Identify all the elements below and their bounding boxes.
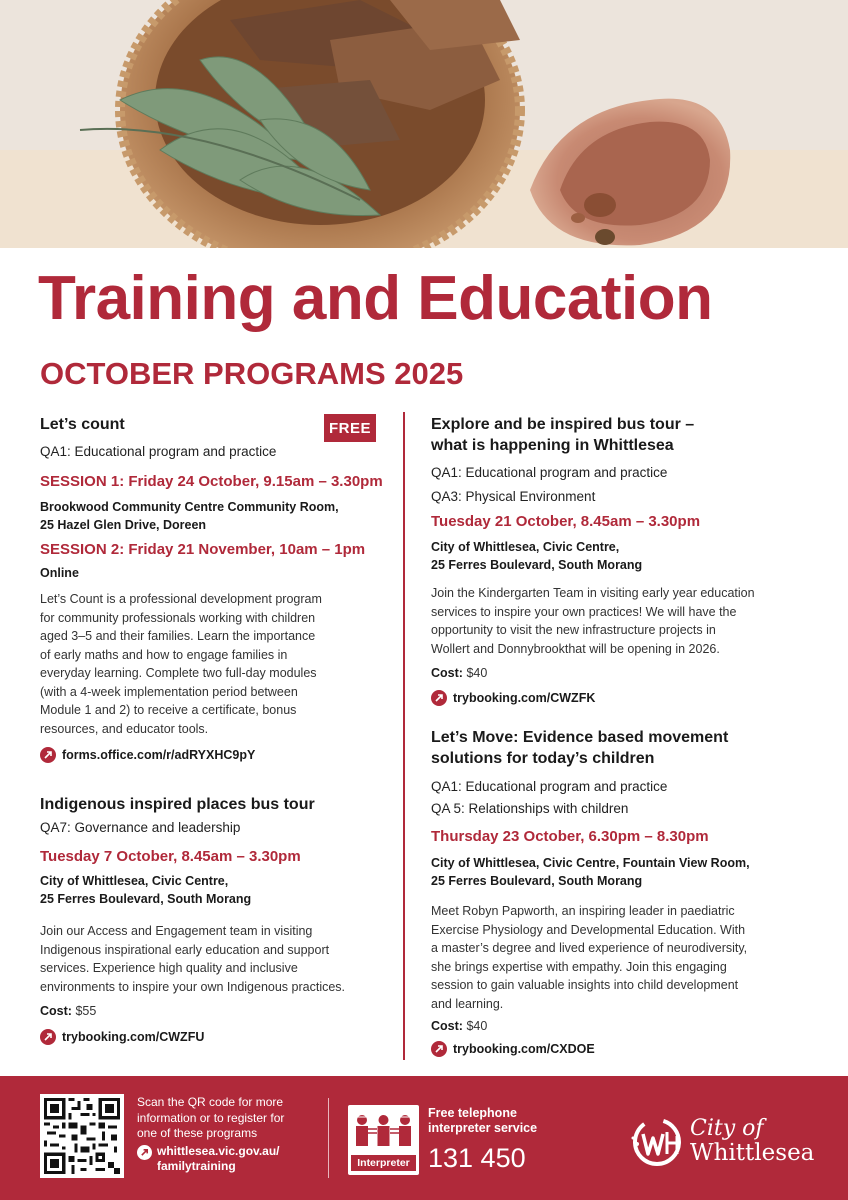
venue-line: 25 Ferres Boulevard, South Morang (431, 874, 643, 888)
link-text[interactable]: trybooking.com/CWZFK (453, 691, 596, 705)
cost (40, 1002, 385, 1020)
description-line: everyday learning. Complete two full-day modules (40, 666, 317, 680)
venue-line: 25 Ferres Boulevard, South Morang (40, 892, 252, 906)
footer-divider (328, 1098, 329, 1178)
scan-text-line: information or to register for (137, 1110, 285, 1125)
venue-line: Online (40, 566, 79, 580)
interpreter-label: Interpreter (351, 1155, 416, 1171)
description-line: a master’s degree and lived experience of neurodiversity, (431, 941, 748, 955)
link-text[interactable]: forms.office.com/r/adRYXHC9pY (62, 748, 256, 762)
qr-code[interactable] (40, 1094, 124, 1178)
phone-number[interactable]: 131 450 (428, 1143, 526, 1173)
venue-line: City of Whittlesea, Civic Centre, Fountain View Room, (431, 856, 750, 870)
cost-value: $40 (466, 666, 488, 680)
program-description (40, 922, 385, 996)
venue-line: City of Whittlesea, Civic Centre, (431, 540, 620, 554)
link-arrow-icon (40, 1029, 56, 1045)
quality-area: QA 5: Relationships with children (431, 801, 629, 816)
description-line: Module 1 and 2) to receive a certificate, bonus (40, 703, 297, 717)
program-title: Indigenous inspired places bus tour (40, 796, 315, 813)
link-arrow-icon (40, 747, 56, 763)
link-arrow-icon (431, 690, 447, 706)
hero-photo (0, 0, 848, 248)
program-title: what is happening in Whittlesea (431, 437, 674, 454)
interpreter-icon (348, 1105, 419, 1175)
scan-text-line: Scan the QR code for more (137, 1095, 284, 1109)
tel-line: interpreter service (428, 1121, 538, 1135)
registration-link[interactable] (431, 689, 811, 707)
program-description (431, 584, 811, 658)
wordmark-city-of: City of (690, 1116, 764, 1141)
cost-label: Cost: (431, 666, 463, 680)
cost (431, 664, 811, 682)
website-url[interactable]: whittlesea.vic.gov.au/ (157, 1143, 280, 1158)
session-date: SESSION 2: Friday 21 November, 10am – 1pm (40, 541, 366, 558)
session-date: Tuesday 7 October, 8.45am – 3.30pm (40, 848, 301, 865)
footer-banner (0, 1076, 848, 1200)
description-line: Exercise Physiology and Developmental Education. With (431, 922, 746, 937)
cost-label: Cost: (431, 1019, 463, 1033)
left-column (40, 414, 385, 1046)
link-arrow-icon (431, 1041, 447, 1057)
description-line: Let’s Count is a professional development program (40, 592, 322, 606)
description-line: Join the Kindergarten Team in visiting early year education (431, 586, 755, 600)
description-line: Join our Access and Engagement team in visiting (40, 924, 313, 938)
city-of-whittlesea-logo (625, 1114, 695, 1174)
description-line: resources, and educator tools. (40, 721, 209, 736)
quality-area: QA1: Educational program and practice (431, 779, 668, 794)
scan-text-line: one of these programs (137, 1126, 258, 1140)
right-column (431, 414, 811, 1058)
venue-line: 25 Ferres Boulevard, South Morang (431, 558, 643, 572)
qr-code-graphic (44, 1098, 120, 1174)
interpreter-figures (348, 1105, 419, 1155)
quality-area: QA7: Governance and leadership (40, 820, 241, 835)
description-line: Meet Robyn Papworth, an inspiring leader in paediatric (431, 904, 735, 918)
description-line: aged 3–5 and their families. Learn the importance (40, 629, 316, 643)
description-line: services to inspire your own practices! We will have the (431, 604, 737, 619)
cost (431, 1017, 811, 1035)
link-text[interactable]: trybooking.com/CWZFU (62, 1030, 205, 1044)
page-subtitle: OCTOBER PROGRAMS 2025 (40, 356, 464, 391)
description-line: of early maths and how to engage families in (40, 647, 288, 662)
quality-area: QA1: Educational program and practice (40, 444, 277, 459)
registration-link[interactable] (40, 746, 385, 764)
registration-link[interactable] (431, 1040, 811, 1058)
venue-line: City of Whittlesea, Civic Centre, (40, 874, 229, 888)
tel-line: Free telephone (428, 1106, 517, 1120)
description-line: and learning. (431, 996, 504, 1011)
session-date: Tuesday 21 October, 8.45am – 3.30pm (431, 513, 701, 530)
program-title: Let’s Move: Evidence based movement (431, 729, 729, 746)
description-line: Indigenous inspirational early education and support (40, 942, 330, 957)
description-line: (with a 4-week implementation period between (40, 684, 298, 699)
description-line: environments to inspire your own Indigenous practices. (40, 979, 346, 994)
cost-value: $55 (75, 1004, 97, 1018)
council-wordmark (690, 1118, 814, 1166)
session-date: Thursday 23 October, 6.30pm – 8.30pm (431, 828, 709, 845)
description-line: opportunity to visit the new infrastructure projects in (431, 623, 716, 637)
link-text[interactable]: trybooking.com/CXDOE (453, 1042, 595, 1056)
website-link[interactable] (137, 1144, 312, 1175)
description-line: Wollert and Donnybrookthat will be opening in 2026. (431, 641, 720, 656)
program-title: Explore and be inspired bus tour – (431, 416, 695, 433)
cost-label: Cost: (40, 1004, 72, 1018)
registration-link[interactable] (40, 1028, 385, 1046)
program-description (431, 902, 811, 1013)
program-description (40, 590, 385, 738)
program-title: solutions for today’s children (431, 750, 655, 767)
wordmark-name: Whittlesea (690, 1140, 815, 1166)
website-url[interactable]: familytraining (157, 1159, 236, 1173)
quality-area: QA3: Physical Environment (431, 489, 596, 504)
free-badge: FREE (324, 414, 376, 442)
description-line: for community professionals working with children (40, 610, 316, 625)
venue-line: 25 Hazel Glen Drive, Doreen (40, 518, 207, 532)
session-date: SESSION 1: Friday 24 October, 9.15am – 3.30pm (40, 473, 383, 490)
interpreter-service-text (428, 1106, 537, 1136)
cost-value: $40 (466, 1019, 488, 1033)
qr-instructions (137, 1095, 312, 1175)
venue-line: Brookwood Community Centre Community Room, (40, 500, 339, 514)
page-title: Training and Education (38, 264, 713, 333)
program-title: Let’s count (40, 416, 125, 433)
quality-area: QA1: Educational program and practice (431, 465, 668, 480)
description-line: she brings expertise with empathy. Join this engaging (431, 959, 727, 974)
description-line: session to gain valuable insights into child development (431, 978, 739, 992)
hero-photo-illustration (0, 0, 848, 248)
column-divider (403, 412, 405, 1060)
description-line: services. Experience high quality and inclusive (40, 961, 298, 975)
link-arrow-icon (137, 1145, 152, 1160)
